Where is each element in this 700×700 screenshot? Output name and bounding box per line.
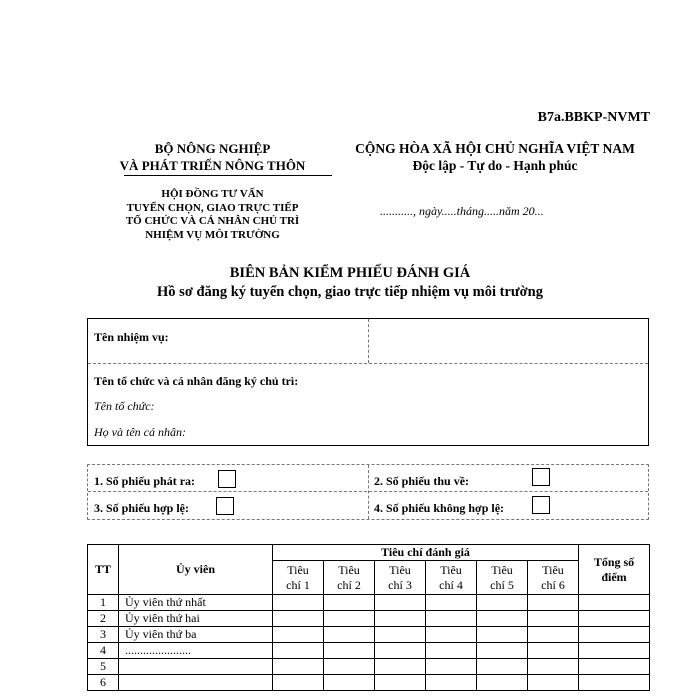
score-cell[interactable] (477, 643, 528, 659)
council-line-1: HỘI ĐỒNG TƯ VẤN (161, 188, 264, 200)
date-line: ..........., ngày.....tháng.....năm 20... (380, 204, 544, 218)
score-cell[interactable] (426, 627, 477, 643)
score-cell[interactable] (324, 675, 375, 691)
score-cell[interactable] (426, 643, 477, 659)
score-cell[interactable] (324, 627, 375, 643)
score-cell[interactable] (528, 643, 579, 659)
col-header-criterion (324, 561, 375, 595)
score-cell[interactable] (273, 611, 324, 627)
score-cell[interactable] (375, 595, 426, 611)
member-name: ...................... (119, 643, 273, 659)
ministry-line-1: BỘ NÔNG NGHIỆP (154, 141, 271, 156)
member-name: Ủy viên thứ nhất (119, 595, 273, 611)
nation-line-2: Độc lập - Tự do - Hạnh phúc (412, 158, 578, 173)
table-row (88, 611, 650, 627)
task-name-divider (368, 319, 369, 363)
invalid-count-label: 4. Số phiếu không hợp lệ: (374, 501, 505, 515)
criterion-line-2: chí 5 (490, 577, 514, 592)
col-header-criterion (477, 561, 528, 595)
ministry-name (95, 140, 330, 174)
criterion-line-1: Tiêu (440, 562, 462, 577)
score-cell[interactable] (324, 595, 375, 611)
score-cell[interactable] (528, 659, 579, 675)
member-name (119, 675, 273, 691)
score-cell[interactable] (426, 675, 477, 691)
total-cell[interactable] (579, 595, 650, 611)
total-header-line-1: Tổng số (593, 554, 635, 569)
score-cell[interactable] (477, 611, 528, 627)
score-cell[interactable] (426, 611, 477, 627)
score-cell[interactable] (375, 675, 426, 691)
council-name (95, 188, 330, 242)
score-cell[interactable] (324, 659, 375, 675)
council-line-2: TUYỂN CHỌN, GIAO TRỰC TIẾP (126, 201, 299, 214)
national-motto (330, 140, 660, 174)
criterion-line-2: chí 3 (388, 577, 412, 592)
score-cell[interactable] (273, 675, 324, 691)
score-cell[interactable] (273, 643, 324, 659)
invalid-count-box[interactable] (532, 496, 550, 514)
title-line-1: BIÊN BẢN KIỂM PHIẾU ĐÁNH GIÁ (229, 265, 471, 281)
nation-line-1: CỘNG HÒA XÃ HỘI CHỦ NGHĨA VIỆT NAM (355, 141, 635, 156)
total-cell[interactable] (579, 675, 650, 691)
total-cell[interactable] (579, 611, 650, 627)
score-cell[interactable] (477, 675, 528, 691)
member-name: Ủy viên thứ hai (119, 611, 273, 627)
col-header-tt: TT (88, 545, 119, 595)
person-name-label: Họ và tên cá nhân: (94, 425, 186, 439)
score-cell[interactable] (273, 659, 324, 675)
score-cell[interactable] (528, 675, 579, 691)
score-cell[interactable] (324, 611, 375, 627)
ballot-count-box (87, 464, 649, 520)
received-count-label: 2. Số phiếu thu về: (374, 474, 470, 488)
task-info-box (87, 318, 649, 446)
issued-count-box[interactable] (218, 470, 236, 488)
col-header-criterion (273, 561, 324, 595)
title-line-2: Hồ sơ đăng ký tuyển chọn, giao trực tiếp nhiệm vụ môi trường (157, 284, 543, 300)
form-code: B7a.BBKP-NVMT (537, 110, 650, 125)
score-cell[interactable] (375, 643, 426, 659)
row-number: 4 (88, 643, 119, 659)
score-cell[interactable] (528, 595, 579, 611)
table-row (88, 675, 650, 691)
member-name (119, 659, 273, 675)
score-cell[interactable] (528, 611, 579, 627)
score-cell[interactable] (273, 595, 324, 611)
criterion-line-2: chí 6 (541, 577, 565, 592)
ministry-line-2: VÀ PHÁT TRIỂN NÔNG THÔN (119, 158, 306, 173)
criterion-line-2: chí 1 (286, 577, 310, 592)
task-name-field[interactable] (374, 325, 642, 357)
document-title (100, 264, 600, 302)
criterion-line-1: Tiêu (389, 562, 411, 577)
count-col-divider (368, 465, 369, 519)
row-number: 5 (88, 659, 119, 675)
council-line-3: TỔ CHỨC VÀ CÁ NHÂN CHỦ TRÌ (125, 215, 300, 227)
received-count-box[interactable] (532, 468, 550, 486)
score-cell[interactable] (375, 659, 426, 675)
score-cell[interactable] (477, 659, 528, 675)
table-row (88, 627, 650, 643)
table-row (88, 659, 650, 675)
score-cell[interactable] (324, 643, 375, 659)
score-cell[interactable] (477, 627, 528, 643)
score-cell[interactable] (477, 595, 528, 611)
valid-count-box[interactable] (216, 497, 234, 515)
criterion-line-1: Tiêu (338, 562, 360, 577)
score-cell[interactable] (426, 659, 477, 675)
issued-count-label: 1. Số phiếu phát ra: (94, 474, 196, 488)
total-cell[interactable] (579, 643, 650, 659)
score-cell[interactable] (375, 627, 426, 643)
council-line-4: NHIỆM VỤ MÔI TRƯỜNG (145, 228, 280, 241)
task-name-label: Tên nhiệm vụ: (94, 330, 169, 344)
col-header-total (579, 545, 650, 595)
row-number: 2 (88, 611, 119, 627)
total-header-line-2: điểm (601, 569, 627, 584)
criterion-line-2: chí 2 (337, 577, 361, 592)
score-cell[interactable] (273, 627, 324, 643)
col-header-criterion (375, 561, 426, 595)
row-number: 3 (88, 627, 119, 643)
row-number: 1 (88, 595, 119, 611)
total-cell[interactable] (579, 627, 650, 643)
col-header-criteria-group: Tiêu chí đánh giá (273, 545, 579, 561)
org-name-label: Tên tổ chức: (94, 399, 155, 413)
row-number: 6 (88, 675, 119, 691)
col-header-criterion (426, 561, 477, 595)
total-cell[interactable] (579, 659, 650, 675)
table-row (88, 595, 650, 611)
score-table (87, 544, 650, 691)
table-row (88, 643, 650, 659)
member-name: Ủy viên thứ ba (119, 627, 273, 643)
criterion-line-1: Tiêu (491, 562, 513, 577)
criterion-line-2: chí 4 (439, 577, 463, 592)
criterion-line-1: Tiêu (287, 562, 309, 577)
score-cell[interactable] (375, 611, 426, 627)
valid-count-label: 3. Số phiếu hợp lệ: (94, 501, 190, 515)
ministry-underline (124, 175, 332, 176)
org-section-label: Tên tổ chức và cá nhân đăng ký chủ trì: (94, 374, 299, 388)
criterion-line-1: Tiêu (542, 562, 564, 577)
score-cell[interactable] (528, 627, 579, 643)
col-header-member: Ủy viên (119, 545, 273, 595)
col-header-criterion (528, 561, 579, 595)
score-cell[interactable] (426, 595, 477, 611)
